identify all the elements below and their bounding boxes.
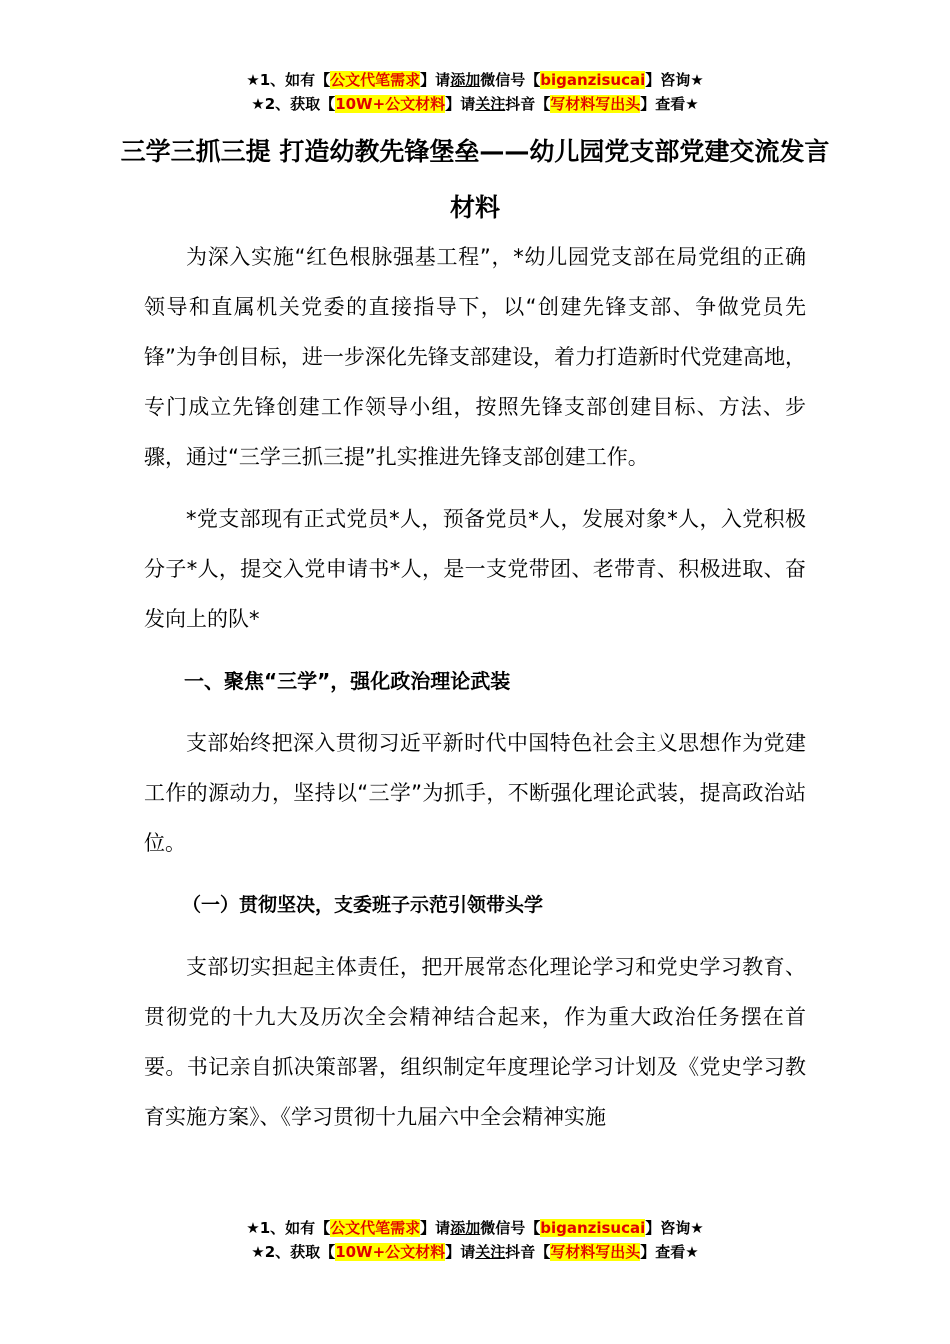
paragraph-members: *党支部现有正式党员*人，预备党员*人，发展对象*人，入党积极分子*人，提交入党申请书*人，是一支党带团、老带青、积极进取、奋发向上的队*	[144, 507, 806, 631]
banner-underline: 关注	[475, 1243, 506, 1261]
banner-highlight: 10W+公文材料	[335, 95, 446, 113]
document-title: 三学三抓三提 打造幼教先锋堡垒——幼儿园党支部党建交流发言材料	[120, 137, 830, 222]
footer-line-2	[0, 1240, 950, 1264]
section-heading-1: 一、聚焦“三学”，强化政治理论武装	[184, 669, 511, 693]
footer-line-1	[0, 1216, 950, 1240]
paragraph-subsection-1: 支部切实担起主体责任，把开展常态化理论学习和党史学习教育、贯彻党的十九大及历次全会精神结合起来，作为重大政治任务摆在首要。书记亲自抓决策部署，组织制定年度理论学习计划及《党史学习教育实施方案》、《学习贯彻十九届六中全会精神实施	[144, 955, 806, 1129]
paragraph-intro: 为深入实施“红色根脉强基工程”，*幼儿园党支部在局党组的正确领导和直属机关党委的直接指导下，以“创建先锋支部、争做党员先锋”为争创目标，进一步深化先锋支部建设，着力打造新时代党建高地，专门成立先锋创建工作领导小组，按照先锋支部创建目标、方法、步骤，通过“三学三抓三提”扎实推进先锋支部创建工作。	[144, 245, 806, 469]
subsection-heading-1: （一）贯彻坚决，支委班子示范引领带头学	[182, 894, 544, 916]
banner-underline: 添加	[450, 1219, 481, 1237]
banner-text: 】咨询★	[645, 71, 704, 89]
banner-text: ★1、如有【	[246, 71, 331, 89]
banner-text: 】请	[420, 71, 451, 89]
banner-highlight: 写材料写出头	[550, 1243, 641, 1261]
header-banner	[0, 68, 950, 116]
banner-highlight: biganzisucai	[540, 1219, 646, 1237]
banner-text: 】查看★	[640, 1243, 699, 1261]
banner-text: 】查看★	[640, 95, 699, 113]
banner-text: ★2、获取【	[251, 1243, 336, 1261]
banner-text: 】请	[420, 1219, 451, 1237]
banner-text: 】请	[445, 95, 476, 113]
banner-text: 微信号【	[480, 1219, 541, 1237]
banner-text: 】请	[445, 1243, 476, 1261]
footer-banner	[0, 1216, 950, 1264]
banner-text: 】咨询★	[645, 1219, 704, 1237]
banner-text: 抖音【	[505, 1243, 551, 1261]
banner-highlight: 公文代笔需求	[330, 71, 421, 89]
banner-text: 抖音【	[505, 95, 551, 113]
banner-text: 微信号【	[480, 71, 541, 89]
paragraph-section-1: 支部始终把深入贯彻习近平新时代中国特色社会主义思想作为党建工作的源动力，坚持以“三学”为抓手，不断强化理论武装，提高政治站位。	[144, 731, 806, 855]
banner-highlight: biganzisucai	[540, 71, 646, 89]
banner-highlight: 10W+公文材料	[335, 1243, 446, 1261]
document-body	[144, 232, 806, 1154]
banner-line-1	[0, 68, 950, 92]
banner-underline: 添加	[450, 71, 481, 89]
banner-highlight: 公文代笔需求	[330, 1219, 421, 1237]
banner-line-2	[0, 92, 950, 116]
banner-text: ★1、如有【	[246, 1219, 331, 1237]
banner-highlight: 写材料写出头	[550, 95, 641, 113]
banner-underline: 关注	[475, 95, 506, 113]
banner-text: ★2、获取【	[251, 95, 336, 113]
